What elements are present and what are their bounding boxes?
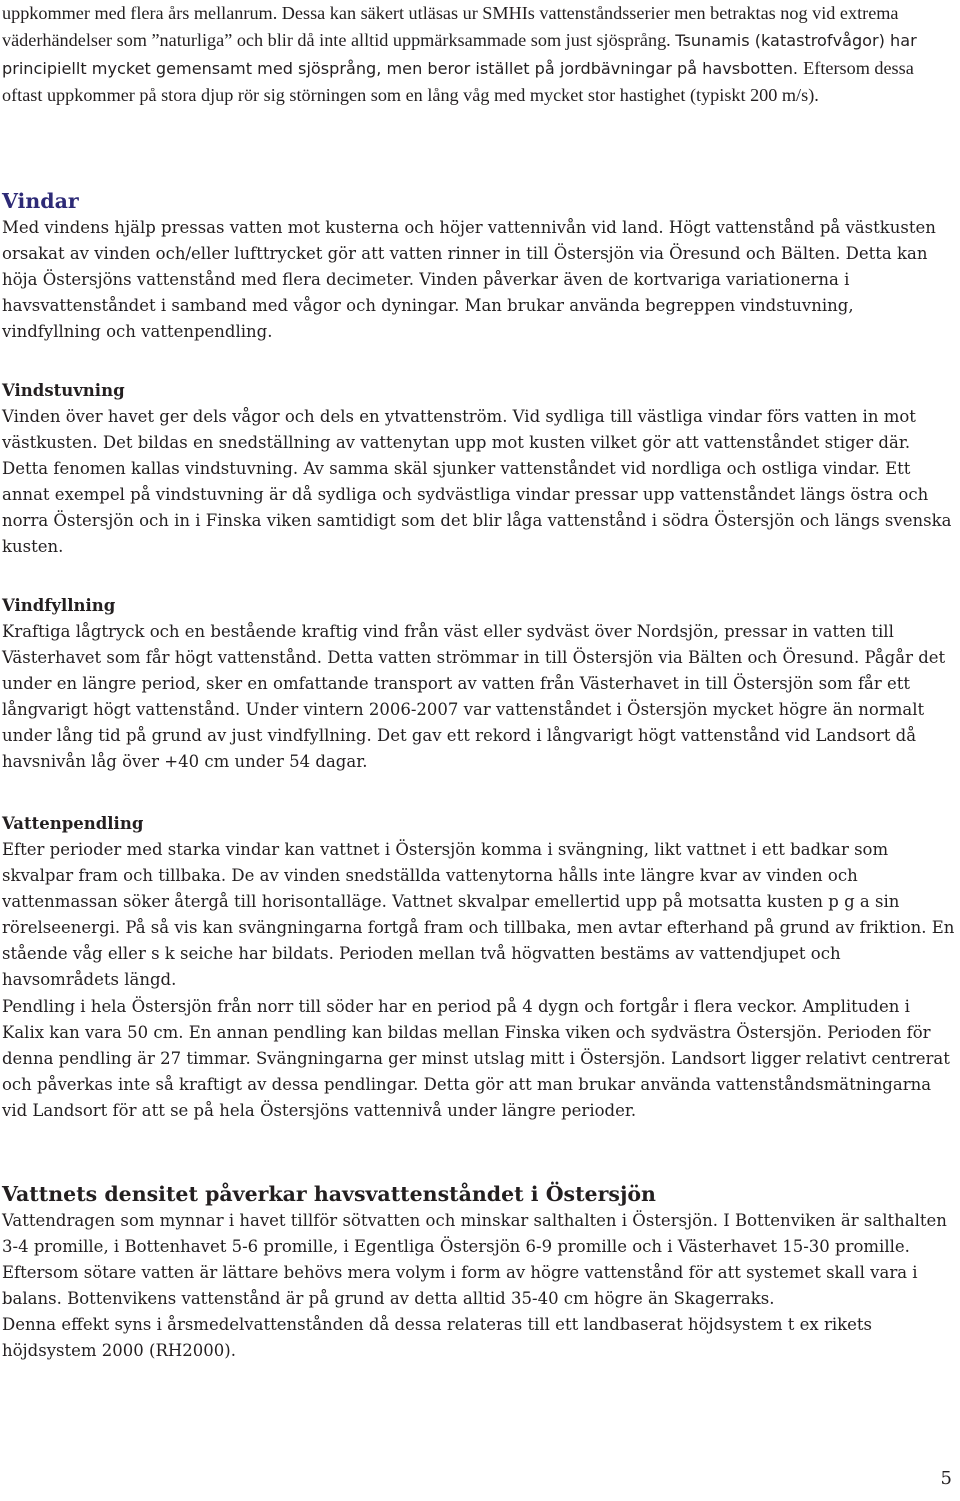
heading-vindar: Vindar [2,189,79,213]
section-vindstuvning [2,378,956,561]
intro-paragraph [2,0,954,110]
paragraph-vattenpendling-2: Pendling i hela Östersjön från norr till söder har en period på 4 dygn och fortgår i flera veckor. Amplituden i Kalix kan vara 50 cm. En annan pendling kan bildas mellan Finska viken och sydvästra Östersjön. Perioden för denna pendling är 27 timmar. Svängningarna ger minst utslag mitt i Östersjön. Landsort ligger relativt centrerat och påverkas inte så kraftigt av dessa pendlingar. Detta gör att man brukar använda vattenståndsmätningarna vid Landsort för att se på hela Östersjöns vattennivå under längre perioder. [2,997,950,1121]
heading-vindfyllning: Vindfyllning [2,596,116,615]
heading-vattenpendling: Vattenpendling [2,814,144,833]
heading-densitet: Vattnets densitet påverkar havsvattenståndet i Östersjön [2,1182,656,1206]
paragraph-densitet-2: Denna effekt syns i årsmedelvattenstånden då dessa relateras till ett landbaserat höjdsystem t ex rikets höjdsystem 2000 (RH2000). [2,1315,872,1361]
paragraph-vindar: Med vindens hjälp pressas vatten mot kusterna och höjer vattennivån vid land. Högt vattenstånd på västkusten orsakat av vinden och/eller lufttrycket gör att vatten rinner in till Östersjön via Öresund och Bälten. Detta kan höja Östersjöns vattenstånd med flera decimeter. Vinden påverkar även de kortvariga variationerna i havsvattenståndet i samband med vågor och dyningar. Man brukar använda begreppen vindstuvning, vindfyllning och vattenpendling. [2,218,936,342]
section-vindar [2,187,956,345]
intro-text-part-3: Eftersom dessa oftast uppkommer på stora djup rör sig störningen som en lång våg med mycket stor hastighet (typiskt 200 m/s). [2,57,914,106]
paragraph-densitet-1: Vattendragen som mynnar i havet tillför sötvatten och minskar salthalten i Östersjön. I Bottenviken är salthalten 3-4 promille, i Bottenhavet 5-6 promille, i Egentliga Östersjön 6-9 promille och i Västerhavet 15-30 promille. Eftersom sötare vatten är lättare behövs mera volym i form av högre vattenstånd för att systemet skall vara i balans. Bottenvikens vattenstånd är på grund av detta alltid 35-40 cm högre än Skagerraks. [2,1211,947,1309]
section-vindfyllning [2,593,956,776]
page-number: 5 [940,1468,952,1489]
paragraph-vattenpendling-1: Efter perioder med starka vindar kan vattnet i Östersjön komma i svängning, likt vattnet i ett badkar som skvalpar fram och tillbaka. De av vinden snedställda vattenytorna hålls inte längre kvar av vinden och vattenmassan söker återgå till horisontalläge. Vattnet skvalpar emellertid upp på motsatta kusten p g a sin rörelseenergi. På så vis kan svängningarna fortgå fram och tillbaka, men avtar efterhand på grund av friktion. En stående våg eller s k seiche har bildats. Perioden mellan två högvatten bestäms av vattendjupet och havsområdets längd. [2,840,955,990]
paragraph-vindfyllning: Kraftiga lågtryck och en bestående kraftig vind från väst eller sydväst över Nordsjön, pressar in vatten till Västerhavet som får högt vattenstånd. Detta vatten strömmar in till Östersjön via Bälten och Öresund. Pågår det under en längre period, sker en omfattande transport av vatten från Västerhavet in till Östersjön som får ett långvarigt högt vattenstånd. Under vintern 2006-2007 var vattenståndet i Östersjön mycket högre än normalt under lång tid på grund av just vindfyllning. Det gav ett rekord i långvarigt högt vattenstånd vid Landsort då havsnivån låg över +40 cm under 54 dagar. [2,622,946,772]
section-densitet [2,1180,956,1365]
section-vattenpendling [2,811,956,994]
section-vattenpendling-continued [2,994,956,1124]
intro-text-part-1: uppkommer med flera års mellanrum. Dessa kan säkert utläsas ur SMHIs vattenståndsserier men betraktas nog vid extrema väderhändelser som ”naturliga” och blir då inte alltid uppmärksammade som just sjösprång. [2,3,899,51]
heading-vindstuvning: Vindstuvning [2,381,125,400]
intro-text-part-2: Tsunamis (katastrofvågor) har principiellt mycket gemensamt med sjösprång, men beror istället på jordbävningar på havsbotten. [2,31,917,78]
paragraph-vindstuvning: Vinden över havet ger dels vågor och dels en ytvattenström. Vid sydliga till västliga vindar förs vatten in mot västkusten. Det bildas en snedställning av vattenytan upp mot kusten vilket gör att vattenståndet stiger där. Detta fenomen kallas vindstuvning. Av samma skäl sjunker vattenståndet vid nordliga och ostliga vindar. Ett annat exempel på vindstuvning är då sydliga och sydvästliga vindar pressar upp vattenståndet längs östra och norra Östersjön och in i Finska viken samtidigt som det blir låga vattenstånd i södra Östersjön och längs svenska kusten. [2,407,952,557]
